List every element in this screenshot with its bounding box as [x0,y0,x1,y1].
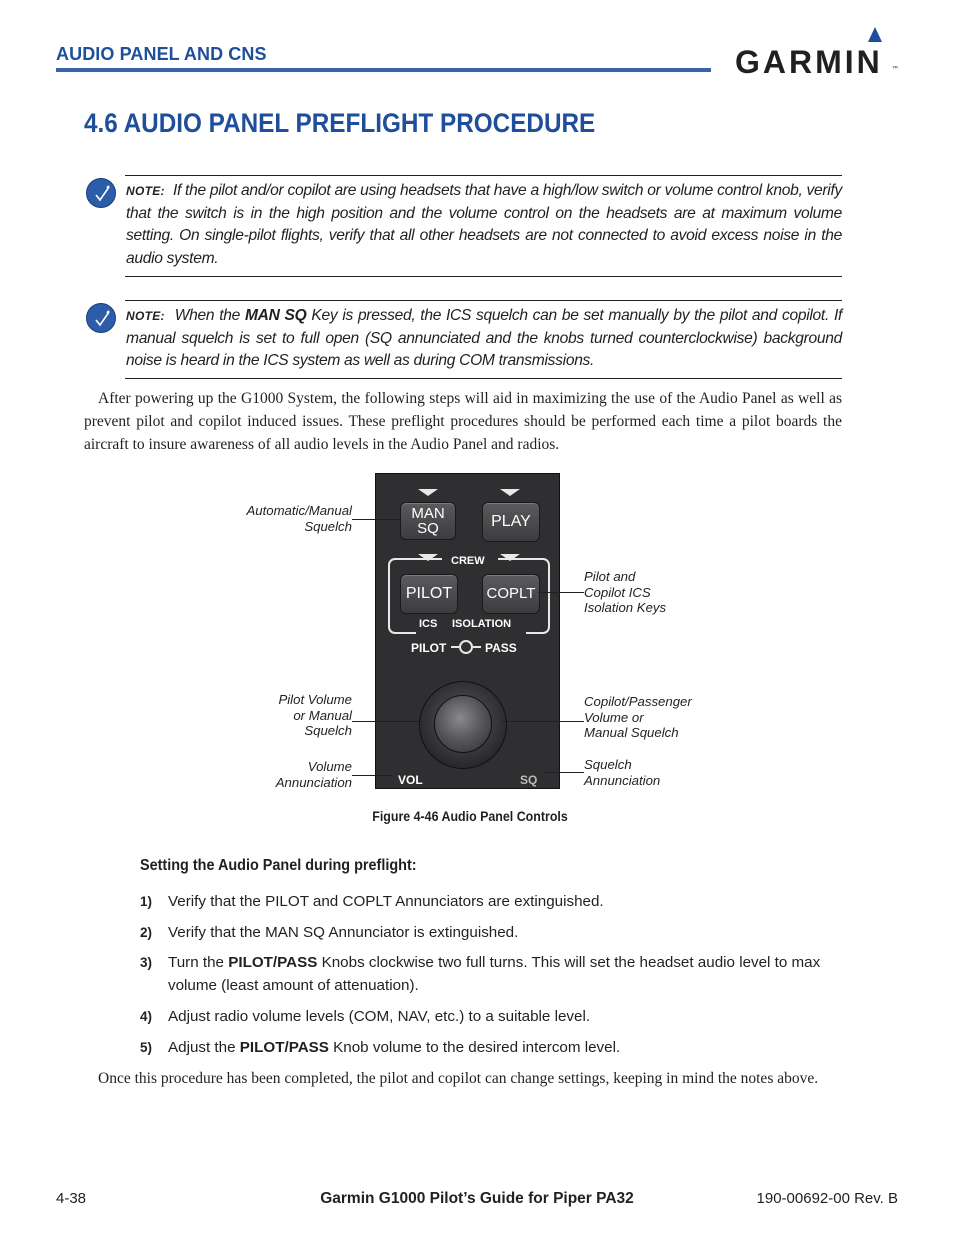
note-key-man-sq: MAN SQ [244,307,307,324]
callout-line: Volume [307,759,352,774]
callout-line: Pilot Volume [278,692,352,707]
isolation-label: ISOLATION [452,618,512,630]
leader-line [545,772,584,773]
garmin-logo: GARMIN [735,44,883,80]
man-sq-label-line2: SQ [417,520,439,537]
callout-line: Squelch [304,723,352,738]
step-key-pilot-pass: PILOT/PASS [228,954,318,971]
step-key-pilot-pass: PILOT/PASS [239,1039,329,1056]
leader-line [352,721,422,722]
callout-line: Volume or [584,709,644,725]
closing-paragraph: Once this procedure has been completed, the pilot and copilot can change settings, keeping in mind the notes above. [98,1070,819,1087]
callout-line: Manual Squelch [584,725,679,740]
man-sq-label-line1: MAN [411,505,445,522]
step-number: 2) [140,925,153,940]
page-heading: 4.6 AUDIO PANEL PREFLIGHT PROCEDURE [84,108,596,138]
step-text [168,1036,842,1059]
callout-line: Annunciation [584,772,661,788]
procedure-step [140,1005,842,1028]
note-rule-bottom [125,276,842,277]
callout-line: Pilot and [584,569,636,584]
leader-line [352,519,400,520]
ics-label: ICS [419,618,438,630]
callout-auto-manual-squelch [230,503,352,534]
callout-line: Copilot ICS [584,584,651,600]
note-rule-top [125,175,842,176]
callout-line: Automatic/Manual [246,503,352,518]
step-number: 5) [140,1040,153,1055]
procedure-step [140,1036,842,1059]
note-label: NOTE: [126,309,165,323]
callout-line: Squelch [304,518,352,534]
note-pencil-icon [86,178,116,208]
step-text [168,951,842,997]
play-key: PLAY [482,502,540,542]
header-rule [56,68,711,72]
callout-line: Copilot/Passenger [584,694,692,709]
pass-knob-label: PASS [485,641,517,655]
callout-squelch-annunciation [584,757,724,788]
note-label: NOTE: [126,184,165,198]
step-number: 3) [140,955,153,970]
garmin-logo-tm: ™ [892,66,898,72]
step-text-part: Turn the [168,954,229,971]
note-body: When the [174,307,245,324]
leader-line [502,721,584,722]
leader-line [538,592,584,593]
procedure-step [140,890,842,913]
garmin-logo-triangle-icon [868,27,882,42]
procedure-title: Setting the Audio Panel during preflight: [140,857,417,874]
step-text: Adjust radio volume levels (COM, NAV, etc.) to a suitable level. [168,1008,591,1025]
note-body: If the pilot and/or copilot are using headsets that have a high/low switch or volume control knob, verify that the switch is in the high position and the volume control on the headsets are at maximum volume setting. On single-pilot flights, verify that all other headsets are not connected to avoid excess noise in the audio system. [126,182,842,267]
callout-line: Isolation Keys [584,600,667,615]
note-2 [126,305,842,373]
callout-pilot-volume [230,692,352,739]
procedure-step [140,921,842,944]
callout-line: Squelch [584,757,632,772]
annunciator-triangle-icon [418,489,438,496]
pilot-pass-inner-knob [434,695,492,753]
footer-doc-number: 190-00692-00 Rev. B [756,1190,898,1207]
note-body: Key is pressed, the ICS squelch can be set manually by the pilot and copilot. If manual squelch is set to full open (SQ annunciated and the knobs turned counterclockwise) background noise is heard in the ICS system as well as during COM transmissions. [126,307,843,369]
step-text: Verify that the MAN SQ Annunciator is extinguished. [168,924,519,941]
audio-panel-image [375,473,560,789]
sq-annunciation: SQ [520,773,538,787]
callout-line: Annunciation [275,774,352,790]
annunciator-triangle-icon [500,554,520,561]
step-number: 1) [140,894,153,909]
footer-title: Garmin G1000 Pilot’s Guide for Piper PA32 [320,1190,634,1207]
procedure-step [140,951,842,997]
pilot-key: PILOT [400,574,458,614]
pilot-knob-label: PILOT [411,641,447,655]
step-number: 4) [140,1009,153,1024]
section-title: AUDIO PANEL AND CNS [56,44,267,64]
figure-caption: Figure 4-46 Audio Panel Controls [372,809,568,824]
annunciator-triangle-icon [418,554,438,561]
step-text: Verify that the PILOT and COPLT Annunciators are extinguished. [168,893,604,910]
callout-volume-annunciation [230,759,352,790]
man-sq-key [400,502,456,540]
vol-annunciation: VOL [398,773,423,787]
footer-page-number: 4-38 [56,1190,87,1207]
intro-paragraph: After powering up the G1000 System, the following steps will aid in maximizing the use of the Audio Panel as well as prevent pilot and copilot induced issues. These preflight procedures should be performed each time a pilot boards the aircraft to insure awareness of all audio levels in the Audio Panel and radios. [84,390,842,453]
coplt-key: COPLT [482,574,540,614]
pilot-pass-knob-icon [459,640,473,654]
note-rule-top [125,300,842,301]
annunciator-triangle-icon [500,489,520,496]
crew-label: CREW [451,555,485,567]
note-rule-bottom [125,378,842,379]
note-1 [126,180,842,270]
step-text-part: Adjust the [168,1039,240,1056]
callout-copilot-volume [584,694,734,741]
note-pencil-icon [86,303,116,333]
step-text-part: Knobs clockwise two full turns. This will set the headset audio level to max volume (least amount of attenuation). [168,954,821,994]
leader-line [352,775,392,776]
callout-line: or Manual [293,707,352,723]
callout-ics-isolation-keys [584,569,724,616]
step-text-part: Knob volume to the desired intercom level. [328,1039,621,1056]
